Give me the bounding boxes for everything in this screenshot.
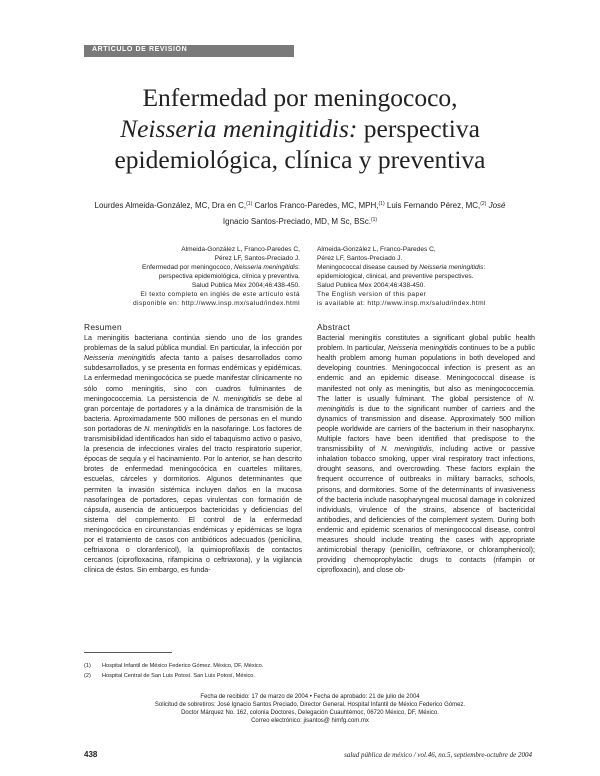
citation-en-species: Neisseria meningitidis [419, 264, 484, 271]
section-tag [84, 45, 294, 57]
author-1: Lourdes Almeida-González, MC, Dra en C, [94, 201, 247, 210]
resumen-column [84, 322, 302, 575]
abstract-text [317, 333, 535, 575]
citation-en-line: epidemiological, clinical, and preventive perspectives. [317, 273, 474, 280]
author-4-affiliation: (1) [370, 217, 378, 223]
species-name: Neisseria meningitidis [84, 354, 156, 363]
title-line-2 [60, 113, 540, 144]
species-name: N. meningitidis [212, 394, 262, 403]
resumen-text-run: se debe al gran porcentaje de portadores y a la dinámica de transmisión de la bacteria. Aproximadamente 500 millones de personas en el mundo son portadoras de [84, 394, 302, 433]
citation-es-text: Enfermedad por meningococo, [142, 264, 235, 271]
resumen-text [84, 333, 302, 575]
resumen-text-run: en la nasofaringe. Los factores de transmisibilidad identificados han sido el tabaquismo activo o pasivo, la presencia de infecciones virales del tracto respiratorio superior, épocas de sequía y el hacinamiento. Por lo anterior, se han descrito brotes de enfermedad meningocócica en cuarteles militares, escuelas, cárceles y dormitorios. Algunos determinantes que permiten la invasión sistémica incluyen daños en la mucosa nasofaríngea de portadores, cepas virulentas con formación de cápsula, ausencia de anticuerpos bactericidas y deficiencias del sistema del complemento. El control de la enfermedad meningocócica en circunstancias endémicas y epidémicas se logra por el tratamiento de casos con antibióticos adecuados (penicilina, ceftriaxona o cloranfenicol), la quimioprofilaxis de contactos cercanos (ciprofloxacina, rifampicina o ceftriaxona), y la vigilancia clínica de éstos. Sin embargo, es funda- [84, 424, 303, 575]
resumen-heading: Resumen [84, 322, 122, 332]
abstract-text-run: , including active or passive inhalation tobacco smoking, upper viral respiratory tract infections, drought seasons, and overcrowding. These factors explain the frequent occurrence of outbreaks in military barracks, schools, prisons, and dormitories. Some of the determinants of invasiveness of the bacteria include nasopharyngeal mucosal damage in colonized individuals, virulence of the strains, absence of bactericidal antibodies, and deficiencies of the complement system. During both endemic and epidemic scenarios of meningococcal disease, control measures should include treating the cases with appropriate antimicrobial therapy (penicillin, ceftriaxone, or chloramphenicol); providing chemoprophylactic drugs to contacts (rifampin or ciprofloxacin), and close ob- [317, 445, 535, 575]
citation-es-text: : [298, 264, 300, 271]
email-line: Correo electrónico: jisantos@ himfg.com.mx [251, 718, 369, 724]
title-line-3: epidemiológica, clínica y preventiva [114, 145, 486, 174]
citation-en-line: The English version of this paper [317, 291, 427, 298]
page-number: 438 [84, 750, 98, 759]
citation-en-text: : [483, 264, 486, 271]
citation-en-line: Pérez LF, Santos-Preciado J. [317, 255, 403, 262]
article-dates [120, 693, 500, 725]
address-line: Doctor Márquez No. 162, colonia Doctores, Delegación Cuauhtémoc, 06720 México, DF, México. [181, 710, 439, 716]
citation-es-species: Neisseria meningitidis [234, 264, 299, 271]
citation-en-line [317, 263, 517, 272]
footnote-text: Hospital Central de San Luis Potosí. San Luis Potosí, México. [102, 673, 255, 679]
footnote-number: (1) [84, 663, 91, 669]
footnote-text: Hospital Infantil de México Federico Gómez. México, DF, México. [102, 663, 264, 669]
citation-english [317, 245, 517, 308]
citation-es-line: El texto completo en inglés de este artículo está [140, 291, 300, 298]
author-4-part2: Ignacio Santos-Preciado, MD, M Sc, BSc. [222, 217, 371, 226]
abstract-heading: Abstract [317, 322, 351, 332]
author-3: Luis Fernando Pérez, MC, [384, 201, 481, 210]
citation-en-line: Salud Publica Mex 2004;46:438-450. [317, 282, 426, 289]
title-species: Neisseria meningitidis: [120, 114, 358, 143]
title-line-2-rest: perspectiva [357, 114, 480, 143]
abstract-column [317, 322, 535, 575]
footnote-number: (2) [84, 673, 91, 679]
citation-en-link[interactable]: is available at: http://www.insp.mx/salud/index.html [317, 300, 486, 307]
footnote [84, 662, 263, 670]
author-2: Carlos Franco-Paredes, MC, MPH, [252, 201, 379, 210]
citation-es-line: Pérez LF, Santos-Preciado J. [214, 255, 300, 262]
abstract-text-run: continues to be a public health problem among human populations in both developed and developing countries. Meningococcal infection is present as an endemic and an epidemic disease. Meningococcal disease is manifested not only as meningitis, but also as meningococcemia. The latter is usually fulminant. The global persistence of [317, 344, 535, 403]
journal-footer: salud pública de méxico / vol.46, no.5, septiembre-octubre de 2004 [344, 751, 532, 759]
article-title [60, 82, 540, 175]
footnote [84, 672, 255, 680]
title-line-1: Enfermedad por meningococo, [142, 83, 458, 112]
citation-en-text: Meningococcal disease caused by [317, 264, 420, 271]
author-1-affiliation: (1) [246, 201, 253, 207]
species-name: Neisseria meningitidis [387, 344, 458, 353]
author-4-part1: José [486, 201, 506, 210]
reprint-request-line: Solicitud de sobretiros: José Ignacio Santos Preciado, Director General. Hospital Infantil de México Federico Gómez. [154, 702, 466, 708]
abstract-text-run: Bacterial meningitis constitutes a significant global public health problem. In particular, [317, 334, 535, 353]
citation-spanish [100, 245, 300, 308]
author-list [70, 197, 530, 229]
resumen-text-run: afecta tanto a países desarrollados como subdesarrollados, y se presenta en formas endémicas y epidémicas. La enfermedad meningocócica se puede manifestar clínicamente no sólo como meningitis, sino con cuadros fulminantes de meningococcemia. La persistencia de [84, 354, 302, 403]
citation-es-line: perspectiva epidemiológica, clínica y preventiva. [158, 273, 300, 280]
author-2-affiliation: (1) [378, 201, 385, 207]
citation-es-line: Almeida-González L, Franco-Paredes C, [181, 246, 300, 253]
resumen-text-run: La meningitis bacteriana continúa siendo uno de los grandes problemas de la salud pública mundial. En particular, la infección por [84, 334, 302, 353]
citation-es-line: Salud Publica Mex 2004;46:438-450. [191, 282, 300, 289]
species-name: N. meningitidis [317, 394, 535, 413]
author-3-affiliation: (2) [480, 201, 487, 207]
dates-line: Fecha de recibido: 17 de marzo de 2004 • Fecha de aprobado: 21 de julio de 2004 [200, 694, 420, 700]
section-tag-label: ARTÍCULO DE REVISIÓN [92, 46, 188, 53]
citation-es-link[interactable]: disponible en: http://www.insp.mx/salud/index.html [133, 300, 300, 307]
citation-en-line: Almeida-González L, Franco-Paredes C, [317, 246, 436, 253]
abstract-text-run: is due to the significant number of carriers and the dynamics of transmission and disease. Approximately 500 million people worldwide are carriers of the bacterium in their nasopharynx. Multiple factors have been identified that predispose to the transmissibility of [317, 404, 535, 454]
species-name: N. meningitidis [381, 445, 432, 454]
species-name: N. meningitidis [144, 424, 192, 433]
citation-es-line [100, 263, 300, 272]
footnote-divider [84, 652, 172, 653]
